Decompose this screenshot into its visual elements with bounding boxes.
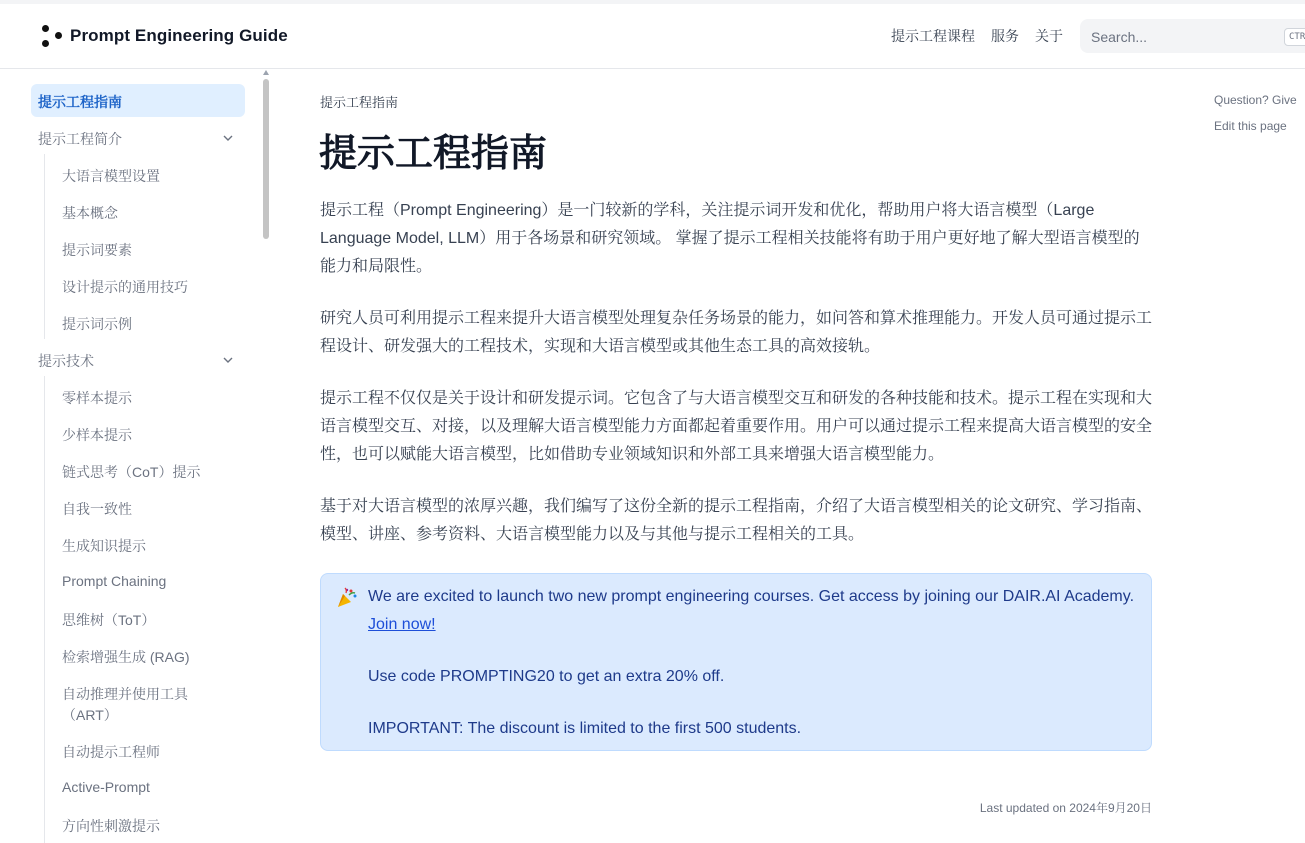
sidebar-item-fewshot[interactable]: 少样本提示: [62, 427, 132, 443]
brand-title: Prompt Engineering Guide: [70, 26, 288, 45]
sidebar-item-ape[interactable]: 自动提示工程师: [62, 744, 160, 760]
sidebar-item-llm-settings[interactable]: 大语言模型设置: [62, 168, 160, 184]
sidebar-item-art[interactable]: 自动推理并使用工具: [62, 686, 188, 702]
paragraph-1: 提示工程（Prompt Engineering）是一门较新的学科，关注提示词开发和优化，帮助用户将大语言模型（Large Language Model, LLM）用于各场景和研究领域。 掌握了提示工程相关技能将有助于用户更好地了解大型语言模型的能力和局限性。: [320, 202, 1140, 275]
sidebar-section-techniques[interactable]: 提示技术: [38, 353, 94, 369]
sidebar-guide-line: [44, 376, 45, 843]
search-input[interactable]: [1080, 19, 1293, 55]
sidebar-item-guide[interactable]: 提示工程指南: [38, 94, 122, 110]
sidebar-item-knowledge[interactable]: 生成知识提示: [62, 538, 146, 554]
question-feedback-link[interactable]: Question? Give: [1214, 93, 1297, 107]
nav-courses[interactable]: 提示工程课程: [891, 28, 975, 44]
last-updated: Last updated on 2024年9月20日: [979, 801, 1152, 815]
party-popper-icon: [335, 586, 359, 610]
callout-important-line: IMPORTANT: The discount is limited to the first 500 students.: [368, 720, 802, 737]
sidebar-item-art-cont[interactable]: （ART）: [62, 707, 118, 723]
search-box[interactable]: [1080, 19, 1305, 53]
sidebar-item-tips[interactable]: 设计提示的通用技巧: [62, 279, 188, 295]
sidebar: [0, 69, 270, 843]
sidebar-item-zeroshot[interactable]: 零样本提示: [62, 390, 132, 406]
chevron-down-icon[interactable]: [221, 131, 235, 145]
sidebar-item-dsp[interactable]: 方向性刺激提示: [62, 818, 160, 834]
sidebar-guide-line: [44, 154, 45, 339]
search-shortcut-badge: CTR: [1284, 28, 1305, 46]
sidebar-section-intro[interactable]: 提示工程简介: [38, 131, 122, 147]
callout-code-line: Use code PROMPTING20 to get an extra 20% off.: [368, 668, 725, 685]
edit-page-link[interactable]: Edit this page: [1214, 119, 1287, 133]
callout-announcement-text: We are excited to launch two new prompt engineering courses. Get access by joining our DAIR.AI Academy.: [368, 588, 1135, 605]
paragraph-4: 基于对大语言模型的浓厚兴趣，我们编写了这份全新的提示工程指南，介绍了大语言模型相关的论文研究、学习指南、模型、讲座、参考资料、大语言模型能力以及与其他与提示工程相关的工具。: [320, 498, 1153, 543]
page-title: 提示工程指南: [319, 133, 548, 175]
chevron-down-icon[interactable]: [221, 353, 235, 367]
brand-logo[interactable]: [40, 24, 288, 48]
join-now-link[interactable]: Join now!: [368, 616, 436, 633]
sidebar-item-active-prompt[interactable]: Active-Prompt: [62, 779, 150, 795]
sidebar-item-cot[interactable]: 链式思考（CoT）提示: [62, 464, 201, 480]
sidebar-item-basics[interactable]: 基本概念: [62, 205, 118, 221]
announcement-callout: [320, 573, 1152, 751]
sidebar-item-rag[interactable]: 检索增强生成 (RAG): [62, 649, 190, 665]
nav-about[interactable]: 关于: [1035, 28, 1063, 44]
breadcrumb[interactable]: 提示工程指南: [320, 95, 399, 110]
paragraph-3: 提示工程不仅仅是关于设计和研发提示词。它包含了与大语言模型交互和研发的各种技能和技术。提示工程在实现和大语言模型交互、对接，以及理解大语言模型能力方面都起着重要作用。用户可以通过提示工程来提高大语言模型的安全性，也可以赋能大语言模型，比如借助专业领域知识和外部工具来增强大语言模型能力。: [320, 390, 1153, 463]
scroll-up-arrow-icon[interactable]: [263, 70, 269, 75]
sidebar-item-chaining[interactable]: Prompt Chaining: [62, 573, 167, 589]
nav-services[interactable]: 服务: [991, 28, 1019, 44]
sidebar-item-elements[interactable]: 提示词要素: [62, 242, 132, 258]
sidebar-item-examples[interactable]: 提示词示例: [62, 316, 132, 332]
sidebar-scrollbar[interactable]: [263, 79, 269, 239]
logo-dots-icon: [40, 24, 64, 48]
sidebar-item-consistency[interactable]: 自我一致性: [62, 501, 132, 517]
paragraph-2: 研究人员可利用提示工程来提升大语言模型处理复杂任务场景的能力，如问答和算术推理能力。开发人员可通过提示工程设计、研发强大的工程技术，实现和大语言模型或其他生态工具的高效接轨。: [320, 310, 1153, 355]
callout-announcement: [368, 583, 1138, 639]
sidebar-item-tot[interactable]: 思维树（ToT）: [62, 612, 156, 628]
top-header: [0, 4, 1305, 69]
